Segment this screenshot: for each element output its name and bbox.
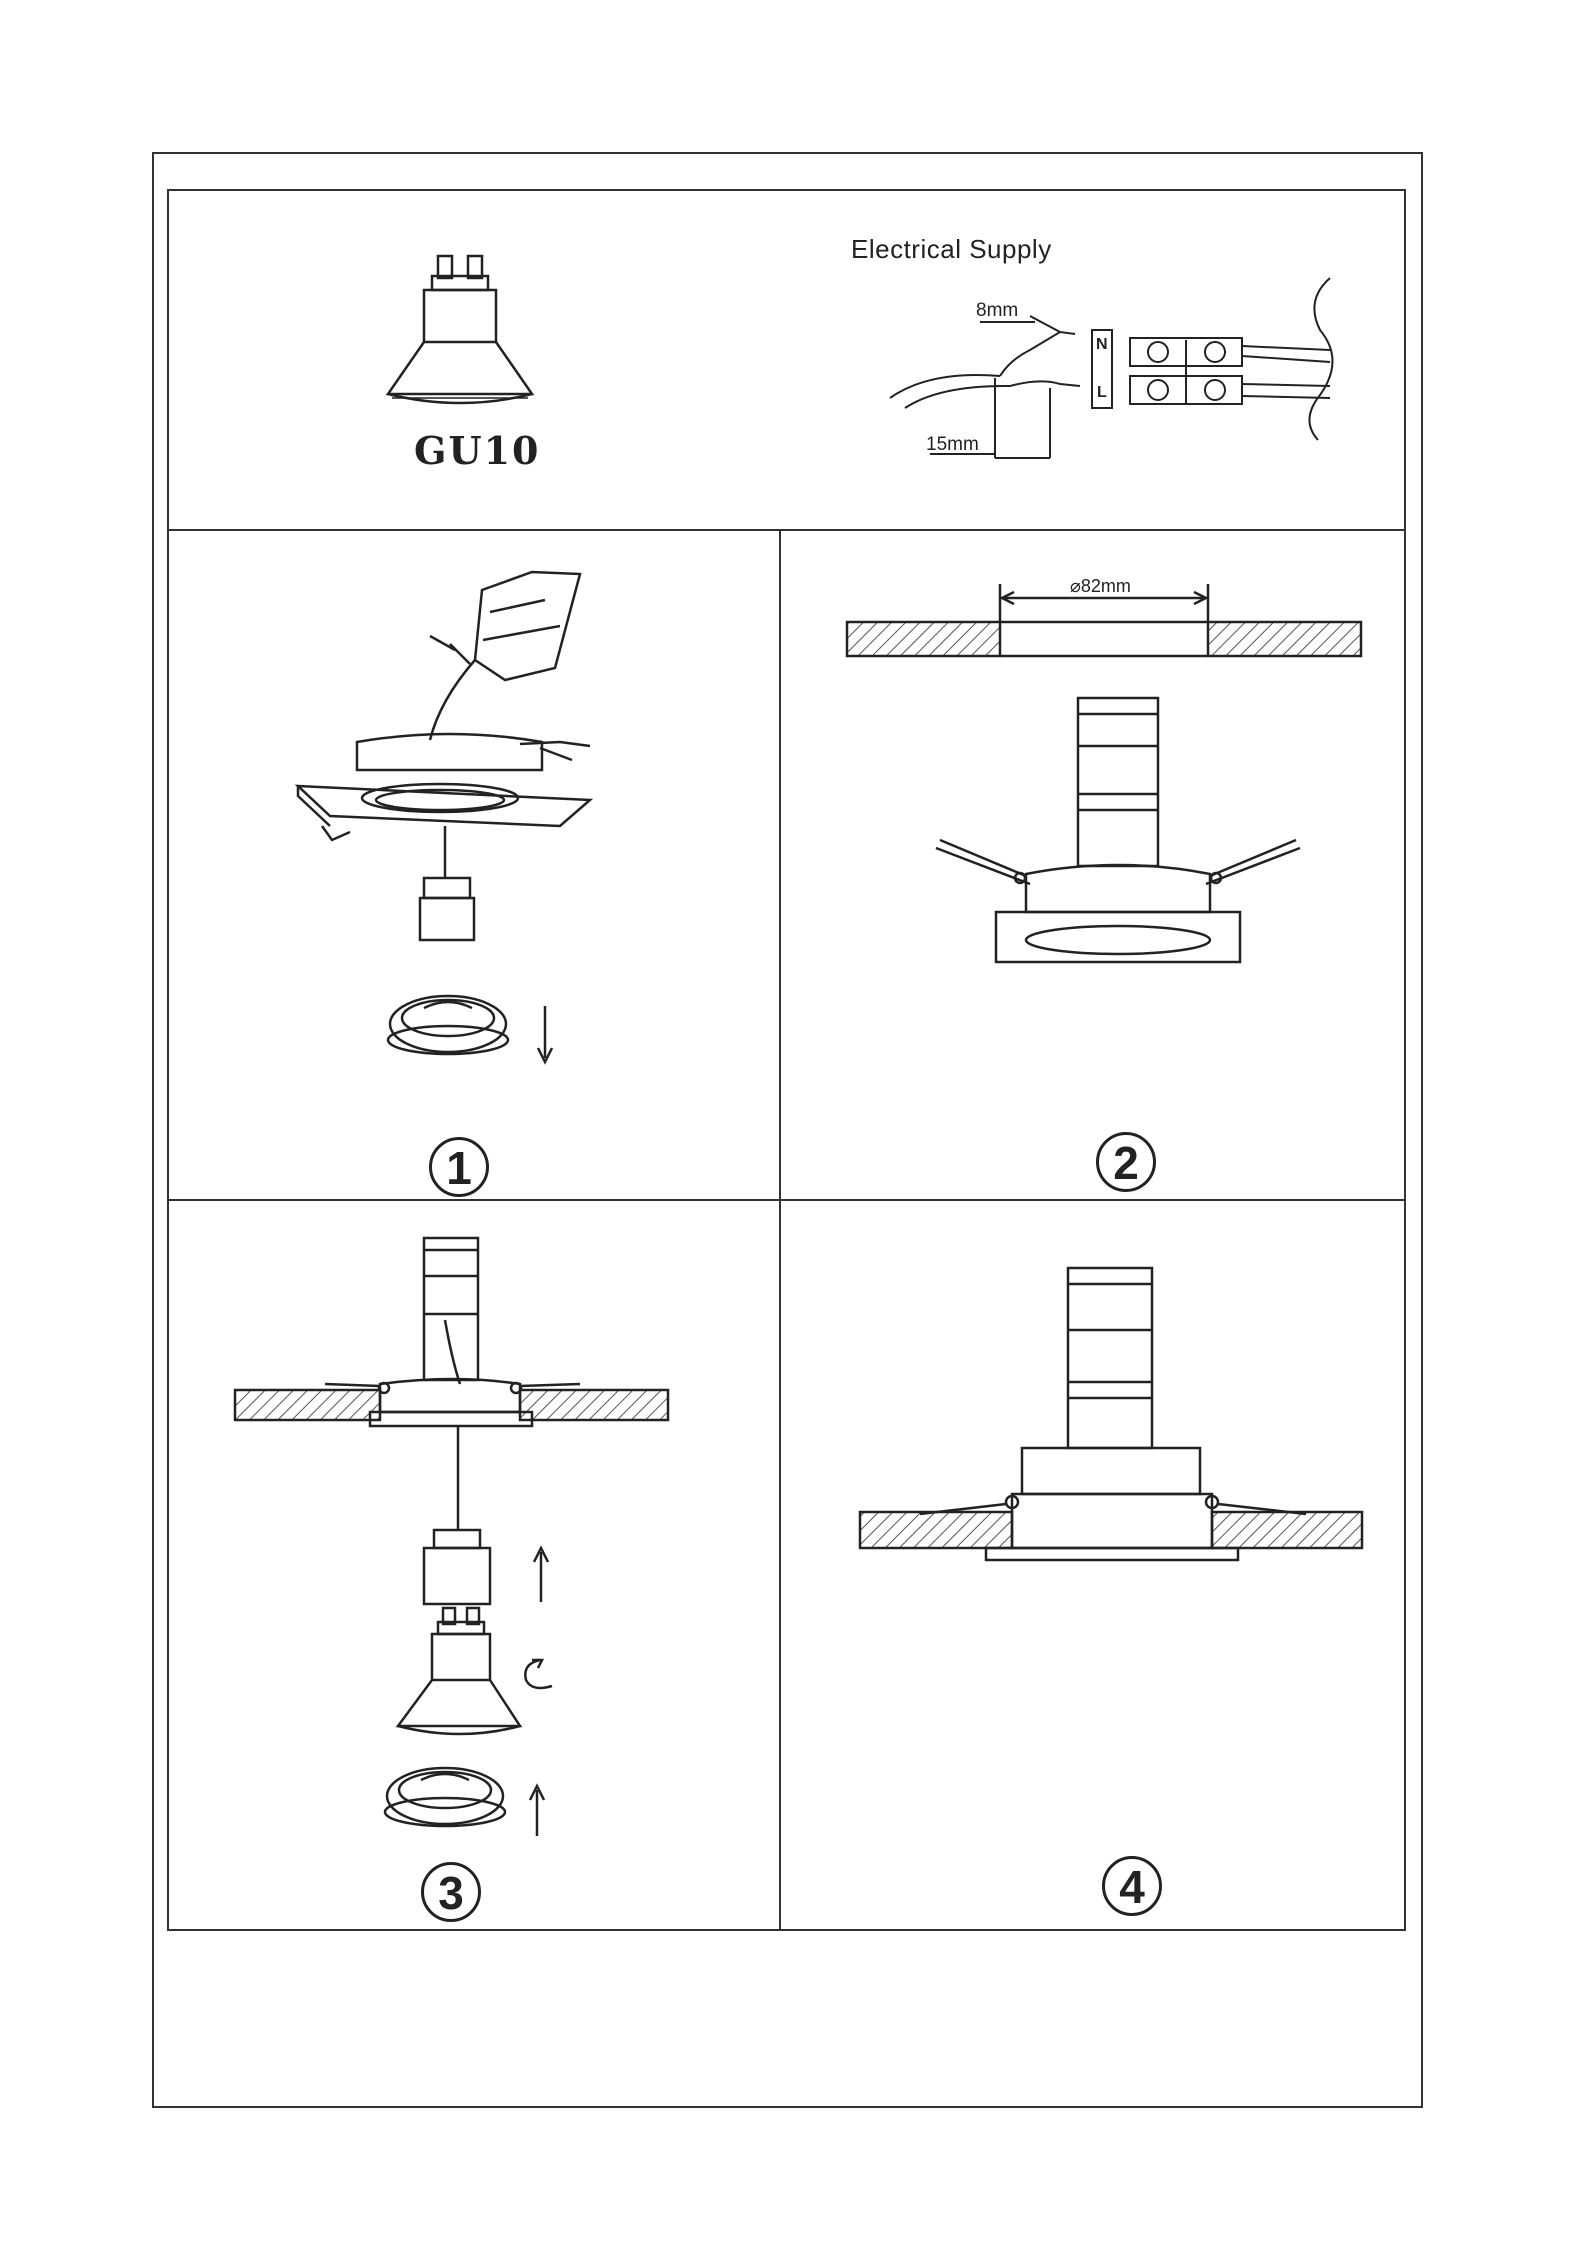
bulb-type-label: GU10 [414,428,541,473]
step-number-2: 2 [1096,1132,1156,1192]
sheath-length-label: 15mm [926,434,979,455]
cutout-diameter-label: ⌀82mm [1070,576,1131,596]
step-number-3: 3 [421,1862,481,1922]
strip-length-label: 8mm [976,300,1019,321]
page-border [152,152,1423,2108]
electrical-supply-title: Electrical Supply [851,234,1052,264]
terminal-l-label: L [1097,384,1107,401]
terminal-n-label: N [1096,336,1108,353]
step-number-1: 1 [429,1137,489,1197]
step-number-4: 4 [1102,1856,1162,1916]
